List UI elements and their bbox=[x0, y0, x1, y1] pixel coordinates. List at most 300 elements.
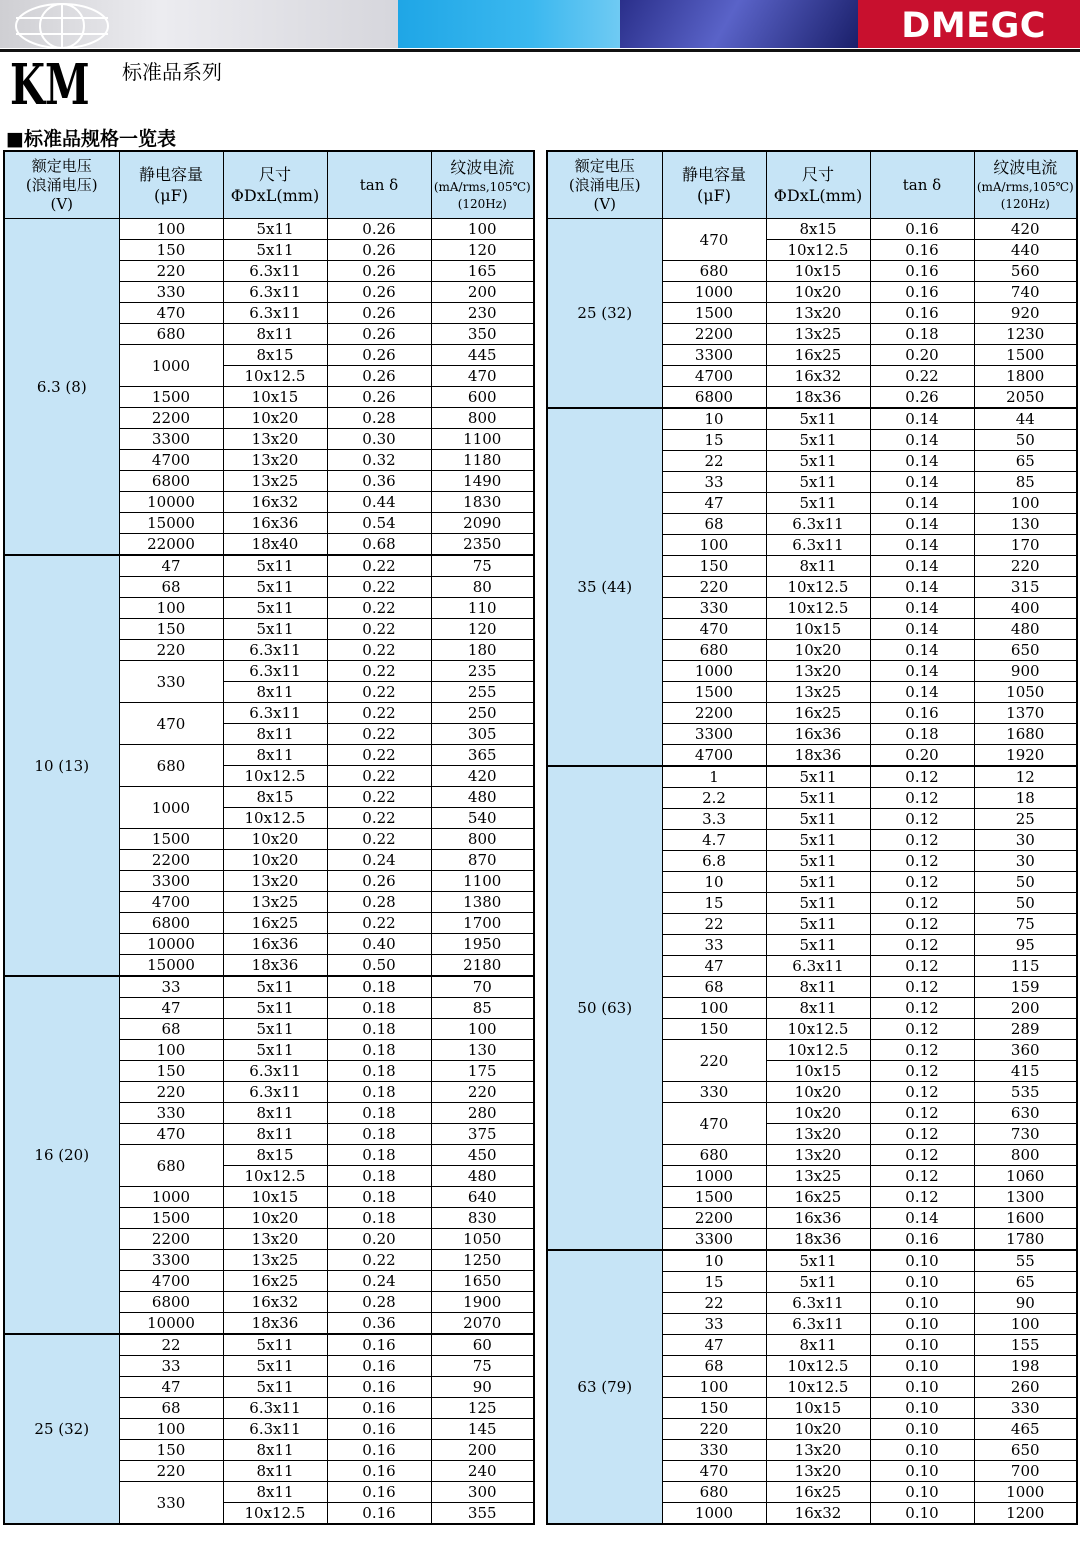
capacitance-cell: 470 bbox=[662, 1461, 766, 1482]
size-cell: 10x20 bbox=[223, 850, 327, 871]
size-cell: 5x11 bbox=[766, 1272, 870, 1293]
capacitance-cell: 3300 bbox=[662, 345, 766, 366]
globe-icon bbox=[12, 2, 112, 48]
spec-table-right bbox=[546, 150, 1078, 1525]
ripple-cell: 1600 bbox=[974, 1208, 1077, 1229]
ripple-cell: 159 bbox=[974, 977, 1077, 998]
capacitance-cell: 330 bbox=[662, 1440, 766, 1461]
size-cell: 8x11 bbox=[766, 998, 870, 1019]
header-ripple-line: (120Hz) bbox=[457, 197, 507, 211]
size-cell: 5x11 bbox=[223, 219, 327, 240]
capacitance-cell: 6800 bbox=[119, 471, 223, 492]
size-cell: 8x15 bbox=[223, 787, 327, 808]
ripple-cell: 260 bbox=[974, 1377, 1077, 1398]
ripple-cell: 100 bbox=[431, 1019, 534, 1040]
header-ripple-line: (120Hz) bbox=[1000, 197, 1050, 211]
capacitance-cell: 68 bbox=[662, 977, 766, 998]
size-cell: 10x12.5 bbox=[766, 240, 870, 261]
ripple-cell: 360 bbox=[974, 1040, 1077, 1061]
tan-cell: 0.20 bbox=[327, 1229, 431, 1250]
ripple-cell: 1500 bbox=[974, 345, 1077, 366]
ripple-cell: 600 bbox=[431, 387, 534, 408]
tan-cell: 0.10 bbox=[870, 1419, 974, 1440]
capacitance-cell: 470 bbox=[662, 619, 766, 640]
capacitance-cell: 22 bbox=[119, 1334, 223, 1356]
header-size-line: 尺寸 bbox=[258, 165, 291, 184]
size-cell: 13x20 bbox=[766, 1145, 870, 1166]
header-row bbox=[4, 151, 534, 219]
tan-cell: 0.10 bbox=[870, 1398, 974, 1419]
ripple-cell: 1920 bbox=[974, 745, 1077, 767]
table-row bbox=[547, 408, 1077, 430]
tan-cell: 0.12 bbox=[870, 956, 974, 977]
banner-purple-segment bbox=[620, 0, 858, 48]
ripple-cell: 250 bbox=[431, 703, 534, 724]
capacitance-cell: 1000 bbox=[662, 1503, 766, 1525]
capacitance-cell: 6800 bbox=[119, 913, 223, 934]
ripple-cell: 470 bbox=[431, 366, 534, 387]
capacitance-cell: 220 bbox=[662, 1040, 766, 1082]
tan-cell: 0.16 bbox=[327, 1356, 431, 1377]
size-cell: 13x20 bbox=[766, 1461, 870, 1482]
ripple-cell: 1830 bbox=[431, 492, 534, 513]
capacitance-cell: 1500 bbox=[119, 1208, 223, 1229]
header-capacitance-line: 静电容量 bbox=[681, 165, 746, 184]
size-cell: 13x25 bbox=[223, 892, 327, 913]
ripple-cell: 1380 bbox=[431, 892, 534, 913]
capacitance-cell: 150 bbox=[119, 1061, 223, 1082]
header-ripple bbox=[431, 151, 534, 219]
ripple-cell: 200 bbox=[974, 998, 1077, 1019]
ripple-cell: 90 bbox=[431, 1377, 534, 1398]
capacitance-cell: 33 bbox=[662, 1314, 766, 1335]
tan-cell: 0.20 bbox=[870, 345, 974, 366]
capacitance-cell: 6.8 bbox=[662, 851, 766, 872]
size-cell: 8x11 bbox=[223, 1440, 327, 1461]
capacitance-cell: 22 bbox=[662, 1293, 766, 1314]
tan-cell: 0.26 bbox=[870, 387, 974, 409]
capacitance-cell: 22000 bbox=[119, 534, 223, 556]
ripple-cell: 300 bbox=[431, 1482, 534, 1503]
table-row bbox=[547, 766, 1077, 788]
tan-cell: 0.14 bbox=[870, 514, 974, 535]
ripple-cell: 44 bbox=[974, 408, 1077, 430]
ripple-cell: 560 bbox=[974, 261, 1077, 282]
header-voltage bbox=[547, 151, 662, 219]
tan-cell: 0.68 bbox=[327, 534, 431, 556]
capacitance-cell: 100 bbox=[119, 598, 223, 619]
tan-cell: 0.16 bbox=[870, 219, 974, 240]
size-cell: 13x20 bbox=[223, 450, 327, 471]
tan-cell: 0.14 bbox=[870, 661, 974, 682]
size-cell: 8x11 bbox=[766, 977, 870, 998]
ripple-cell: 85 bbox=[974, 472, 1077, 493]
ripple-cell: 2090 bbox=[431, 513, 534, 534]
tan-cell: 0.18 bbox=[327, 1019, 431, 1040]
size-cell: 13x25 bbox=[223, 1250, 327, 1271]
size-cell: 16x36 bbox=[223, 934, 327, 955]
ripple-cell: 100 bbox=[974, 1314, 1077, 1335]
tan-cell: 0.22 bbox=[327, 577, 431, 598]
size-cell: 16x25 bbox=[766, 345, 870, 366]
tan-cell: 0.18 bbox=[327, 1145, 431, 1166]
ripple-cell: 170 bbox=[974, 535, 1077, 556]
capacitance-cell: 150 bbox=[662, 1019, 766, 1040]
ripple-cell: 1680 bbox=[974, 724, 1077, 745]
voltage-cell: 50 (63) bbox=[547, 766, 662, 1250]
tan-cell: 0.16 bbox=[870, 703, 974, 724]
tan-cell: 0.30 bbox=[327, 429, 431, 450]
size-cell: 10x12.5 bbox=[766, 598, 870, 619]
capacitance-cell: 4700 bbox=[119, 1271, 223, 1292]
ripple-cell: 640 bbox=[431, 1187, 534, 1208]
capacitance-cell: 680 bbox=[119, 324, 223, 345]
size-cell: 8x11 bbox=[223, 1103, 327, 1124]
tan-cell: 0.22 bbox=[327, 745, 431, 766]
tan-cell: 0.14 bbox=[870, 535, 974, 556]
size-cell: 5x11 bbox=[223, 1377, 327, 1398]
ripple-cell: 50 bbox=[974, 872, 1077, 893]
capacitance-cell: 68 bbox=[662, 1356, 766, 1377]
size-cell: 5x11 bbox=[766, 935, 870, 956]
tan-cell: 0.12 bbox=[870, 1145, 974, 1166]
size-cell: 6.3x11 bbox=[223, 261, 327, 282]
ripple-cell: 165 bbox=[431, 261, 534, 282]
ripple-cell: 1300 bbox=[974, 1187, 1077, 1208]
ripple-cell: 1800 bbox=[974, 366, 1077, 387]
capacitance-cell: 1500 bbox=[119, 387, 223, 408]
size-cell: 5x11 bbox=[223, 619, 327, 640]
ripple-cell: 180 bbox=[431, 640, 534, 661]
tan-cell: 0.14 bbox=[870, 556, 974, 577]
size-cell: 10x20 bbox=[223, 829, 327, 850]
capacitance-cell: 3300 bbox=[662, 1229, 766, 1251]
size-cell: 6.3x11 bbox=[766, 514, 870, 535]
size-cell: 10x12.5 bbox=[766, 577, 870, 598]
ripple-cell: 630 bbox=[974, 1103, 1077, 1124]
capacitance-cell: 47 bbox=[119, 555, 223, 577]
tan-cell: 0.10 bbox=[870, 1503, 974, 1525]
tan-cell: 0.40 bbox=[327, 934, 431, 955]
size-cell: 5x11 bbox=[766, 766, 870, 788]
ripple-cell: 420 bbox=[431, 766, 534, 787]
ripple-cell: 100 bbox=[431, 219, 534, 240]
capacitance-cell: 680 bbox=[662, 1482, 766, 1503]
header-voltage-line: (浪涌电压) bbox=[568, 175, 641, 194]
size-cell: 8x11 bbox=[223, 1124, 327, 1145]
capacitance-cell: 33 bbox=[662, 472, 766, 493]
capacitance-cell: 47 bbox=[662, 493, 766, 514]
capacitance-cell: 47 bbox=[662, 956, 766, 977]
capacitance-cell: 1000 bbox=[119, 787, 223, 829]
tan-cell: 0.16 bbox=[327, 1482, 431, 1503]
table-row bbox=[4, 1334, 534, 1356]
capacitance-cell: 68 bbox=[119, 1019, 223, 1040]
tan-cell: 0.26 bbox=[327, 261, 431, 282]
ripple-cell: 1100 bbox=[431, 429, 534, 450]
header-row bbox=[547, 151, 1077, 219]
size-cell: 5x11 bbox=[223, 1040, 327, 1061]
size-cell: 5x11 bbox=[766, 851, 870, 872]
size-cell: 6.3x11 bbox=[766, 1314, 870, 1335]
capacitance-cell: 47 bbox=[119, 1377, 223, 1398]
size-cell: 5x11 bbox=[766, 893, 870, 914]
tan-cell: 0.22 bbox=[870, 366, 974, 387]
size-cell: 16x36 bbox=[766, 724, 870, 745]
capacitance-cell: 680 bbox=[662, 261, 766, 282]
ripple-cell: 130 bbox=[974, 514, 1077, 535]
size-cell: 10x15 bbox=[223, 1187, 327, 1208]
tan-cell: 0.10 bbox=[870, 1461, 974, 1482]
size-cell: 8x11 bbox=[766, 1335, 870, 1356]
ripple-cell: 1780 bbox=[974, 1229, 1077, 1251]
header-size-line: 尺寸 bbox=[801, 165, 834, 184]
size-cell: 5x11 bbox=[766, 430, 870, 451]
ripple-cell: 50 bbox=[974, 430, 1077, 451]
ripple-cell: 198 bbox=[974, 1356, 1077, 1377]
tan-cell: 0.22 bbox=[327, 703, 431, 724]
tan-cell: 0.10 bbox=[870, 1482, 974, 1503]
size-cell: 10x20 bbox=[223, 1208, 327, 1229]
size-cell: 5x11 bbox=[766, 872, 870, 893]
ripple-cell: 65 bbox=[974, 1272, 1077, 1293]
ripple-cell: 1000 bbox=[974, 1482, 1077, 1503]
size-cell: 8x15 bbox=[223, 345, 327, 366]
capacitance-cell: 330 bbox=[119, 1482, 223, 1525]
size-cell: 13x25 bbox=[766, 1166, 870, 1187]
ripple-cell: 255 bbox=[431, 682, 534, 703]
ripple-cell: 870 bbox=[431, 850, 534, 871]
voltage-cell: 25 (32) bbox=[4, 1334, 119, 1524]
tan-cell: 0.10 bbox=[870, 1250, 974, 1272]
size-cell: 10x20 bbox=[223, 408, 327, 429]
tan-cell: 0.22 bbox=[327, 787, 431, 808]
ripple-cell: 375 bbox=[431, 1124, 534, 1145]
size-cell: 6.3x11 bbox=[766, 1293, 870, 1314]
tan-cell: 0.18 bbox=[870, 324, 974, 345]
tan-cell: 0.20 bbox=[870, 745, 974, 767]
ripple-cell: 1060 bbox=[974, 1166, 1077, 1187]
capacitance-cell: 680 bbox=[119, 1145, 223, 1187]
ripple-cell: 289 bbox=[974, 1019, 1077, 1040]
size-cell: 5x11 bbox=[223, 998, 327, 1019]
size-cell: 13x20 bbox=[766, 1440, 870, 1461]
voltage-cell: 25 (32) bbox=[547, 219, 662, 409]
tan-cell: 0.24 bbox=[327, 1271, 431, 1292]
ripple-cell: 230 bbox=[431, 303, 534, 324]
ripple-cell: 540 bbox=[431, 808, 534, 829]
ripple-cell: 110 bbox=[431, 598, 534, 619]
capacitance-cell: 47 bbox=[119, 998, 223, 1019]
capacitance-cell: 2200 bbox=[662, 1208, 766, 1229]
size-cell: 5x11 bbox=[223, 1334, 327, 1356]
tan-cell: 0.18 bbox=[327, 1040, 431, 1061]
size-cell: 5x11 bbox=[766, 493, 870, 514]
tan-cell: 0.16 bbox=[327, 1377, 431, 1398]
ripple-cell: 2350 bbox=[431, 534, 534, 556]
capacitance-cell: 2200 bbox=[119, 1229, 223, 1250]
size-cell: 6.3x11 bbox=[223, 640, 327, 661]
tan-cell: 0.22 bbox=[327, 661, 431, 682]
size-cell: 10x20 bbox=[766, 640, 870, 661]
capacitance-cell: 680 bbox=[662, 1145, 766, 1166]
ripple-cell: 115 bbox=[974, 956, 1077, 977]
ripple-cell: 830 bbox=[431, 1208, 534, 1229]
size-cell: 16x25 bbox=[223, 913, 327, 934]
voltage-cell: 63 (79) bbox=[547, 1250, 662, 1524]
ripple-cell: 420 bbox=[974, 219, 1077, 240]
ripple-cell: 125 bbox=[431, 1398, 534, 1419]
tan-cell: 0.14 bbox=[870, 493, 974, 514]
ripple-cell: 350 bbox=[431, 324, 534, 345]
size-cell: 18x36 bbox=[223, 955, 327, 977]
ripple-cell: 80 bbox=[431, 577, 534, 598]
ripple-cell: 175 bbox=[431, 1061, 534, 1082]
tan-cell: 0.12 bbox=[870, 1061, 974, 1082]
banner-blue-segment bbox=[398, 0, 620, 48]
capacitance-cell: 220 bbox=[119, 640, 223, 661]
header-ripple-line: 纹波电流 bbox=[450, 158, 515, 177]
capacitance-cell: 1500 bbox=[662, 303, 766, 324]
size-cell: 10x12.5 bbox=[223, 808, 327, 829]
ripple-cell: 480 bbox=[974, 619, 1077, 640]
ripple-cell: 18 bbox=[974, 788, 1077, 809]
tan-cell: 0.12 bbox=[870, 1124, 974, 1145]
ripple-cell: 25 bbox=[974, 809, 1077, 830]
ripple-cell: 30 bbox=[974, 851, 1077, 872]
ripple-cell: 30 bbox=[974, 830, 1077, 851]
capacitance-cell: 4700 bbox=[119, 892, 223, 913]
tan-cell: 0.22 bbox=[327, 1250, 431, 1271]
brand-logo: DMEGC bbox=[901, 6, 1046, 46]
capacitance-cell: 1500 bbox=[119, 829, 223, 850]
ripple-cell: 1050 bbox=[431, 1229, 534, 1250]
capacitance-cell: 470 bbox=[119, 303, 223, 324]
size-cell: 13x25 bbox=[766, 324, 870, 345]
tan-cell: 0.12 bbox=[870, 1082, 974, 1103]
header-ripple bbox=[974, 151, 1077, 219]
tan-cell: 0.14 bbox=[870, 472, 974, 493]
tan-cell: 0.10 bbox=[870, 1272, 974, 1293]
capacitance-cell: 47 bbox=[662, 1335, 766, 1356]
capacitance-cell: 3300 bbox=[662, 724, 766, 745]
tan-cell: 0.44 bbox=[327, 492, 431, 513]
ripple-cell: 440 bbox=[974, 240, 1077, 261]
tan-cell: 0.14 bbox=[870, 598, 974, 619]
table-row bbox=[4, 976, 534, 998]
size-cell: 16x32 bbox=[766, 1503, 870, 1525]
ripple-cell: 305 bbox=[431, 724, 534, 745]
ripple-cell: 800 bbox=[974, 1145, 1077, 1166]
size-cell: 10x20 bbox=[766, 282, 870, 303]
size-cell: 13x25 bbox=[766, 682, 870, 703]
size-cell: 13x20 bbox=[223, 429, 327, 450]
tan-cell: 0.18 bbox=[327, 1082, 431, 1103]
capacitance-cell: 2200 bbox=[119, 408, 223, 429]
capacitance-cell: 680 bbox=[119, 745, 223, 787]
capacitance-cell: 3.3 bbox=[662, 809, 766, 830]
ripple-cell: 400 bbox=[974, 598, 1077, 619]
tan-cell: 0.12 bbox=[870, 809, 974, 830]
tan-cell: 0.28 bbox=[327, 892, 431, 913]
ripple-cell: 235 bbox=[431, 661, 534, 682]
ripple-cell: 55 bbox=[974, 1250, 1077, 1272]
tan-cell: 0.22 bbox=[327, 724, 431, 745]
size-cell: 18x36 bbox=[223, 1313, 327, 1335]
ripple-cell: 650 bbox=[974, 1440, 1077, 1461]
size-cell: 13x20 bbox=[766, 1124, 870, 1145]
tan-cell: 0.10 bbox=[870, 1377, 974, 1398]
capacitance-cell: 2200 bbox=[662, 703, 766, 724]
size-cell: 10x15 bbox=[766, 261, 870, 282]
capacitance-cell: 100 bbox=[662, 1377, 766, 1398]
size-cell: 8x15 bbox=[223, 1145, 327, 1166]
tan-cell: 0.26 bbox=[327, 345, 431, 366]
header-voltage-line: 额定电压 bbox=[31, 156, 92, 175]
tan-cell: 0.16 bbox=[327, 1419, 431, 1440]
capacitance-cell: 4.7 bbox=[662, 830, 766, 851]
ripple-cell: 650 bbox=[974, 640, 1077, 661]
capacitance-cell: 2.2 bbox=[662, 788, 766, 809]
size-cell: 10x15 bbox=[223, 387, 327, 408]
tan-cell: 0.18 bbox=[327, 1187, 431, 1208]
size-cell: 13x20 bbox=[223, 871, 327, 892]
tan-cell: 0.22 bbox=[327, 808, 431, 829]
ripple-cell: 2180 bbox=[431, 955, 534, 977]
capacitance-cell: 100 bbox=[119, 219, 223, 240]
size-cell: 16x25 bbox=[766, 703, 870, 724]
tan-cell: 0.18 bbox=[327, 1208, 431, 1229]
voltage-cell: 35 (44) bbox=[547, 408, 662, 766]
table-row bbox=[547, 219, 1077, 240]
tan-cell: 0.16 bbox=[327, 1334, 431, 1356]
size-cell: 18x36 bbox=[766, 1229, 870, 1251]
tan-cell: 0.14 bbox=[870, 577, 974, 598]
capacitance-cell: 3300 bbox=[119, 1250, 223, 1271]
ripple-cell: 100 bbox=[974, 493, 1077, 514]
header-size-line: ΦDxL(mm) bbox=[230, 186, 320, 205]
capacitance-cell: 22 bbox=[662, 451, 766, 472]
capacitance-cell: 1000 bbox=[662, 1166, 766, 1187]
ripple-cell: 2050 bbox=[974, 387, 1077, 409]
size-cell: 18x40 bbox=[223, 534, 327, 556]
ripple-cell: 75 bbox=[431, 1356, 534, 1377]
ripple-cell: 415 bbox=[974, 1061, 1077, 1082]
ripple-cell: 355 bbox=[431, 1503, 534, 1525]
capacitance-cell: 6800 bbox=[662, 387, 766, 409]
header-size bbox=[223, 151, 327, 219]
tan-cell: 0.16 bbox=[870, 1229, 974, 1251]
size-cell: 18x36 bbox=[766, 745, 870, 767]
capacitance-cell: 220 bbox=[119, 1082, 223, 1103]
header-voltage-line: (浪涌电压) bbox=[25, 175, 98, 194]
size-cell: 5x11 bbox=[223, 976, 327, 998]
size-cell: 6.3x11 bbox=[223, 1398, 327, 1419]
header-voltage-line: 额定电压 bbox=[574, 156, 635, 175]
tan-cell: 0.26 bbox=[327, 240, 431, 261]
capacitance-cell: 1000 bbox=[119, 345, 223, 387]
ripple-cell: 220 bbox=[974, 556, 1077, 577]
tan-cell: 0.26 bbox=[327, 366, 431, 387]
size-cell: 10x12.5 bbox=[766, 1019, 870, 1040]
size-cell: 10x15 bbox=[766, 619, 870, 640]
tan-cell: 0.10 bbox=[870, 1293, 974, 1314]
capacitance-cell: 10 bbox=[662, 408, 766, 430]
capacitance-cell: 1500 bbox=[662, 1187, 766, 1208]
ripple-cell: 800 bbox=[431, 408, 534, 429]
tan-cell: 0.54 bbox=[327, 513, 431, 534]
tan-cell: 0.14 bbox=[870, 1208, 974, 1229]
